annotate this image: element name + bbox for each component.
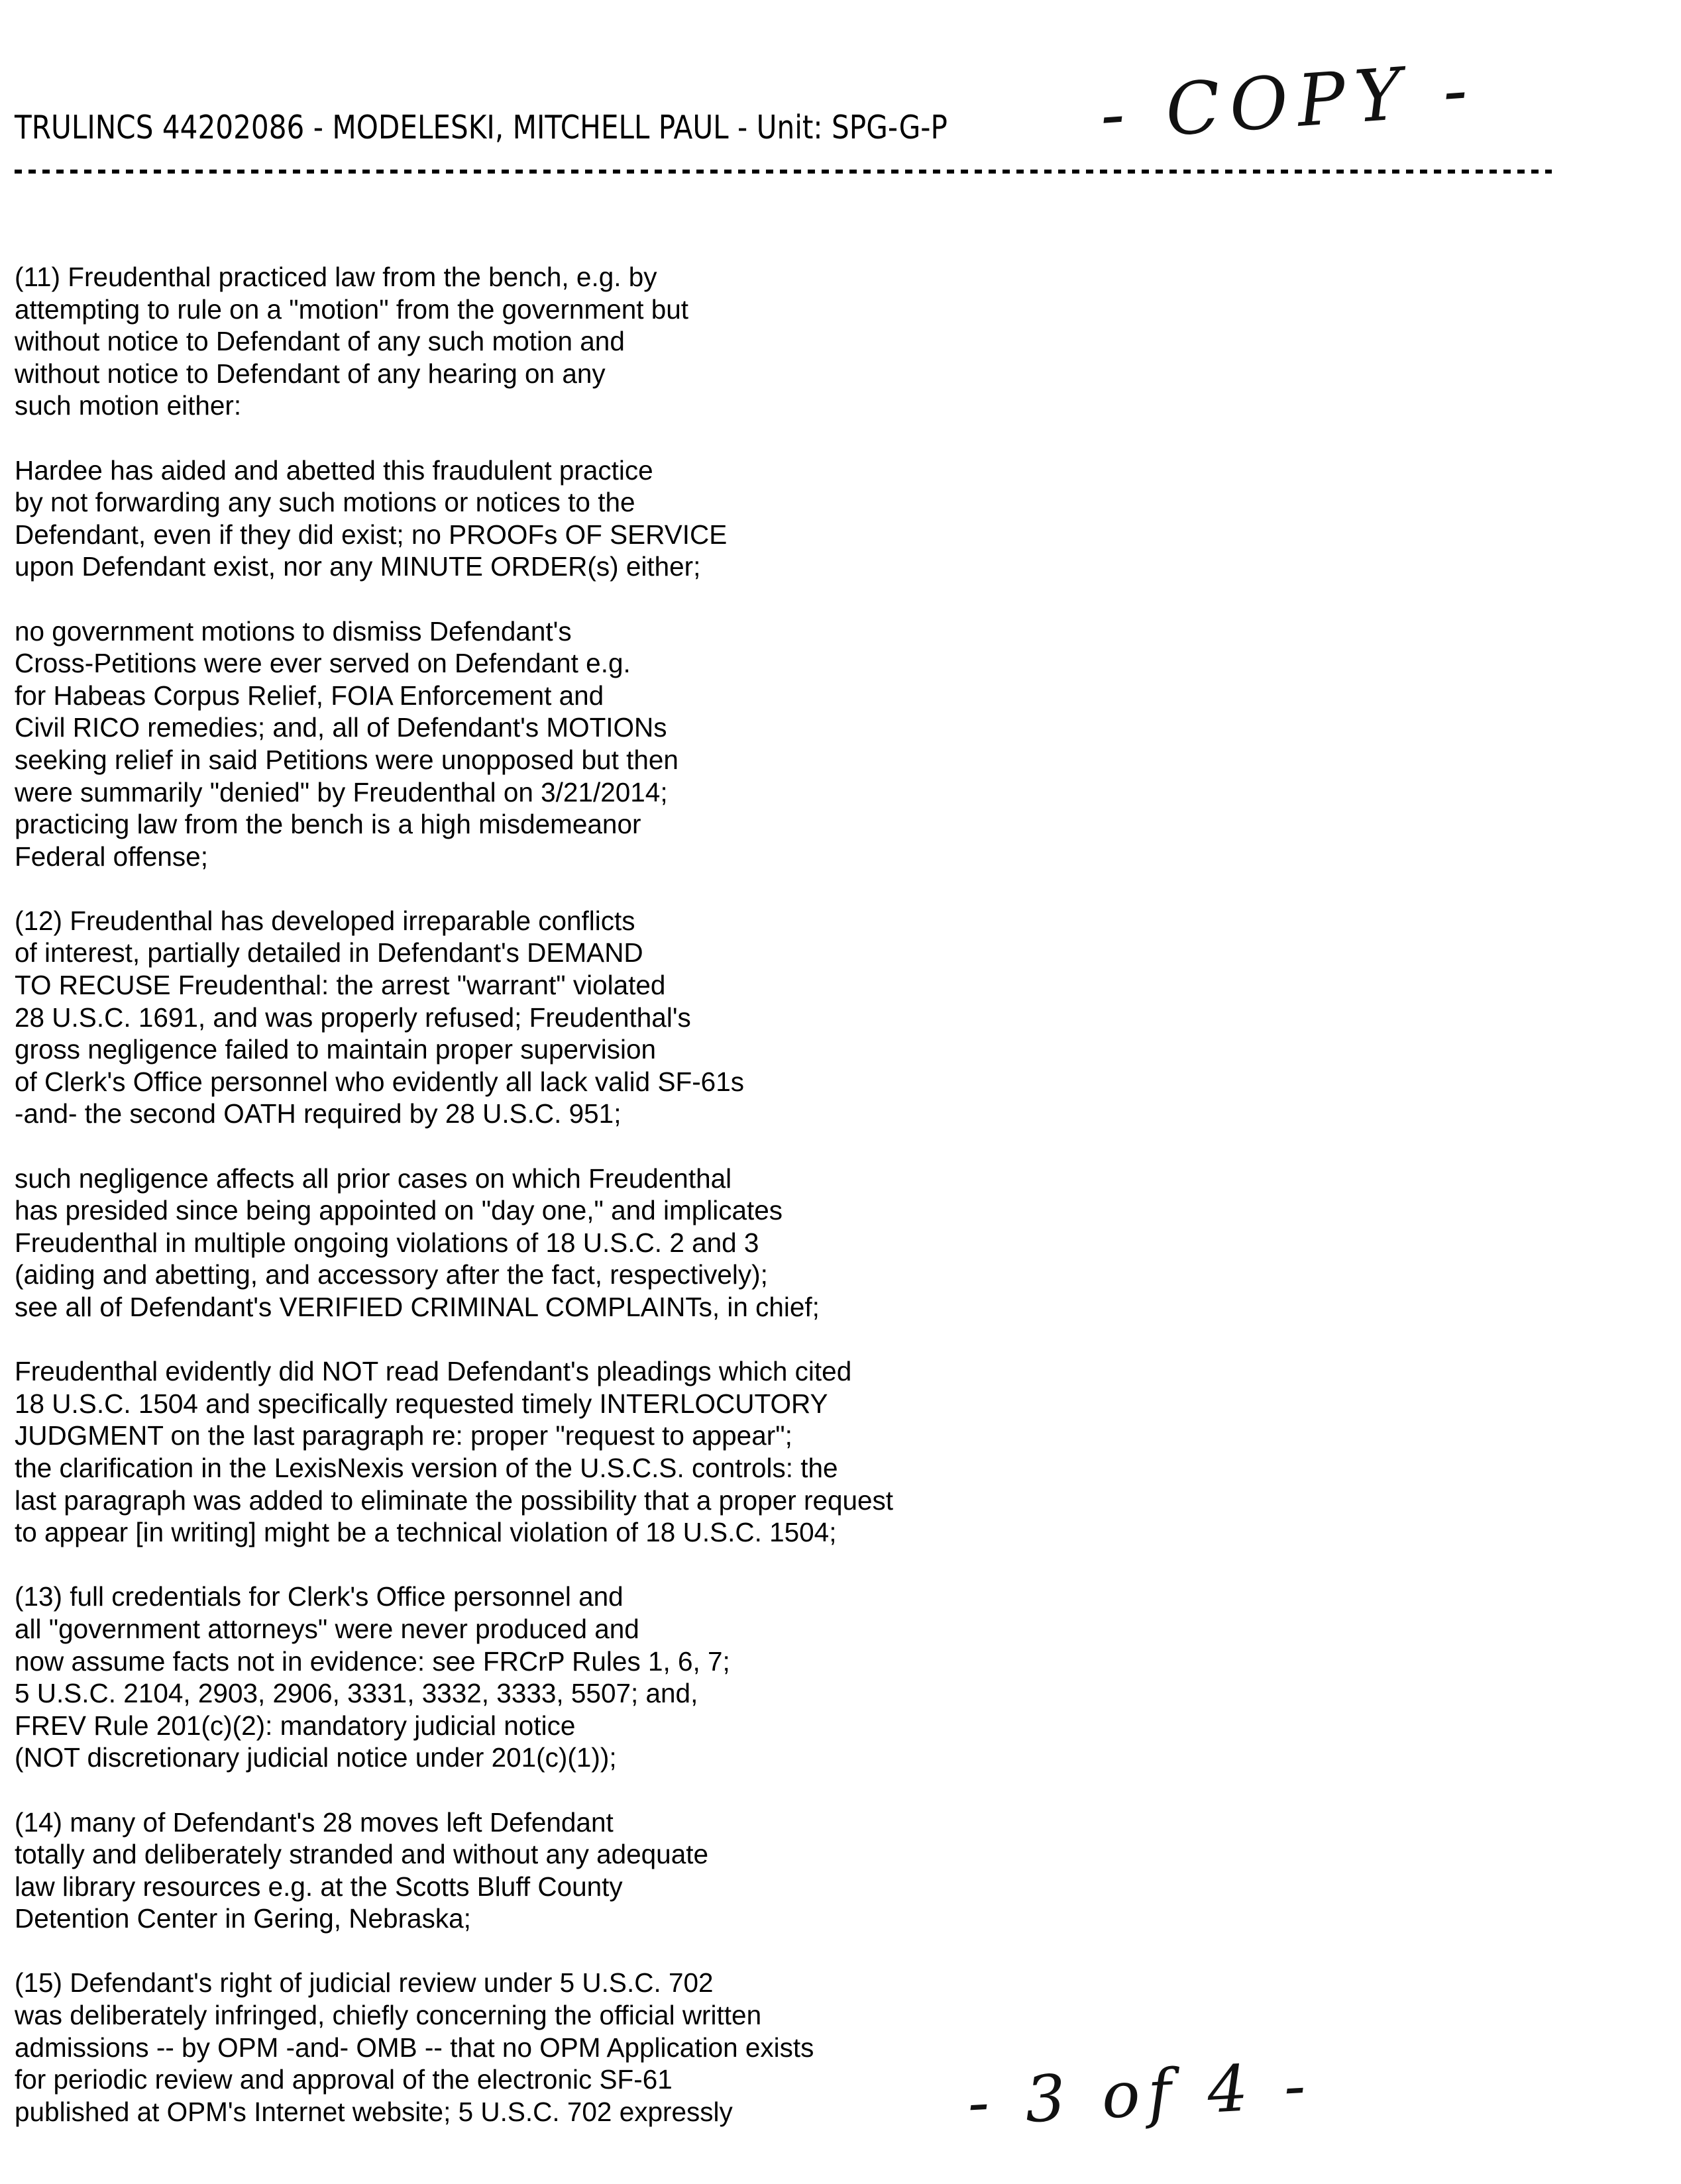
paragraph-cross-petitions: [15, 615, 1008, 873]
paragraph-negligence: [15, 1163, 1008, 1324]
paragraph-14: [15, 1806, 1008, 1935]
dashed-separator: [15, 167, 1552, 176]
text-line: such negligence affects all prior cases on which Freudenthal: [15, 1163, 732, 1194]
document-header: TRULINCS 44202086 - MODELESKI, MITCHELL PAUL - Unit: SPG-G-P: [15, 109, 948, 146]
text-line: published at OPM's Internet website; 5 U.S.C. 702 expressly: [15, 2096, 733, 2127]
text-line: practicing law from the bench is a high misdemeanor: [15, 809, 641, 840]
text-line: Freudenthal evidently did NOT read Defendant's pleadings which cited: [15, 1356, 852, 1387]
paragraph-13: [15, 1581, 1008, 1774]
paragraph-12: [15, 905, 1008, 1130]
paragraph-15: [15, 1967, 1008, 2128]
text-line: Detention Center in Gering, Nebraska;: [15, 1903, 471, 1934]
text-line: of Clerk's Office personnel who evidently all lack valid SF-61s: [15, 1066, 744, 1097]
text-line: JUDGMENT on the last paragraph re: proper "request to appear";: [15, 1420, 792, 1451]
text-line: to appear [in writing] might be a technical violation of 18 U.S.C. 1504;: [15, 1517, 837, 1548]
paragraph-hardee: [15, 454, 1008, 583]
text-line: (12) Freudenthal has developed irreparable conflicts: [15, 905, 635, 936]
text-line: TO RECUSE Freudenthal: the arrest "warrant" violated: [15, 970, 666, 1001]
text-line: was deliberately infringed, chiefly concerning the official written: [15, 2000, 762, 2031]
text-line: totally and deliberately stranded and without any adequate: [15, 1839, 708, 1870]
handwritten-copy-mark: - COPY -: [1097, 48, 1480, 157]
paragraph-pleadings: [15, 1355, 1008, 1549]
text-line: (11) Freudenthal practiced law from the bench, e.g. by: [15, 262, 657, 292]
text-line: has presided since being appointed on "day one," and implicates: [15, 1195, 783, 1226]
text-line: all "government attorneys" were never produced and: [15, 1613, 639, 1644]
text-line: last paragraph was added to eliminate the possibility that a proper request: [15, 1484, 894, 1516]
paragraph-11: [15, 261, 1008, 422]
text-line: Cross-Petitions were ever served on Defendant e.g.: [15, 648, 631, 679]
text-line: seeking relief in said Petitions were unopposed but then: [15, 744, 678, 775]
document-body: [15, 261, 1008, 2160]
text-line: Hardee has aided and abetted this fraudulent practice: [15, 454, 653, 486]
text-line: see all of Defendant's VERIFIED CRIMINAL COMPLAINTs, in chief;: [15, 1292, 820, 1322]
text-line: were summarily "denied" by Freudenthal on 3/21/2014;: [15, 776, 668, 807]
text-line: attempting to rule on a "motion" from the government but: [15, 293, 689, 325]
text-line: (NOT discretionary judicial notice under 201(c)(1));: [15, 1742, 617, 1773]
text-line: for periodic review and approval of the electronic SF-61: [15, 2064, 673, 2095]
text-line: 5 U.S.C. 2104, 2903, 2906, 3331, 3332, 3333, 5507; and,: [15, 1678, 698, 1709]
text-line: (13) full credentials for Clerk's Office personnel and: [15, 1581, 624, 1612]
text-line: Freudenthal in multiple ongoing violations of 18 U.S.C. 2 and 3: [15, 1227, 759, 1258]
text-line: upon Defendant exist, nor any MINUTE ORDER(s) either;: [15, 551, 701, 582]
text-line: Federal offense;: [15, 841, 208, 872]
text-line: gross negligence failed to maintain proper supervision: [15, 1034, 657, 1065]
text-line: Civil RICO remedies; and, all of Defendant's MOTIONs: [15, 712, 667, 743]
text-line: (15) Defendant's right of judicial review under 5 U.S.C. 702: [15, 1967, 714, 1999]
text-line: admissions -- by OPM -and- OMB -- that no OPM Application exists: [15, 2032, 814, 2063]
text-line: -and- the second OATH required by 28 U.S.C. 951;: [15, 1098, 622, 1129]
text-line: of interest, partially detailed in Defendant's DEMAND: [15, 937, 643, 968]
text-line: now assume facts not in evidence: see FRCrP Rules 1, 6, 7;: [15, 1645, 730, 1677]
text-line: no government motions to dismiss Defendant's: [15, 615, 572, 647]
text-line: 28 U.S.C. 1691, and was properly refused; Freudenthal's: [15, 1002, 691, 1033]
text-line: by not forwarding any such motions or notices to the: [15, 487, 635, 518]
handwritten-page-number: - 3 of 4 -: [965, 2048, 1315, 2140]
text-line: Defendant, even if they did exist; no PROOFs OF SERVICE: [15, 519, 728, 550]
text-line: without notice to Defendant of any hearing on any: [15, 358, 606, 389]
text-line: FREV Rule 201(c)(2): mandatory judicial notice: [15, 1710, 576, 1741]
text-line: (14) many of Defendant's 28 moves left Defendant: [15, 1806, 614, 1838]
text-line: for Habeas Corpus Relief, FOIA Enforcement and: [15, 680, 604, 711]
text-line: (aiding and abetting, and accessory after the fact, respectively);: [15, 1259, 768, 1290]
text-line: such motion either:: [15, 390, 242, 421]
text-line: the clarification in the LexisNexis version of the U.S.C.S. controls: the: [15, 1452, 838, 1483]
text-line: law library resources e.g. at the Scotts Bluff County: [15, 1871, 623, 1902]
text-line: without notice to Defendant of any such motion and: [15, 326, 625, 357]
text-line: 18 U.S.C. 1504 and specifically requested timely INTERLOCUTORY: [15, 1388, 828, 1419]
